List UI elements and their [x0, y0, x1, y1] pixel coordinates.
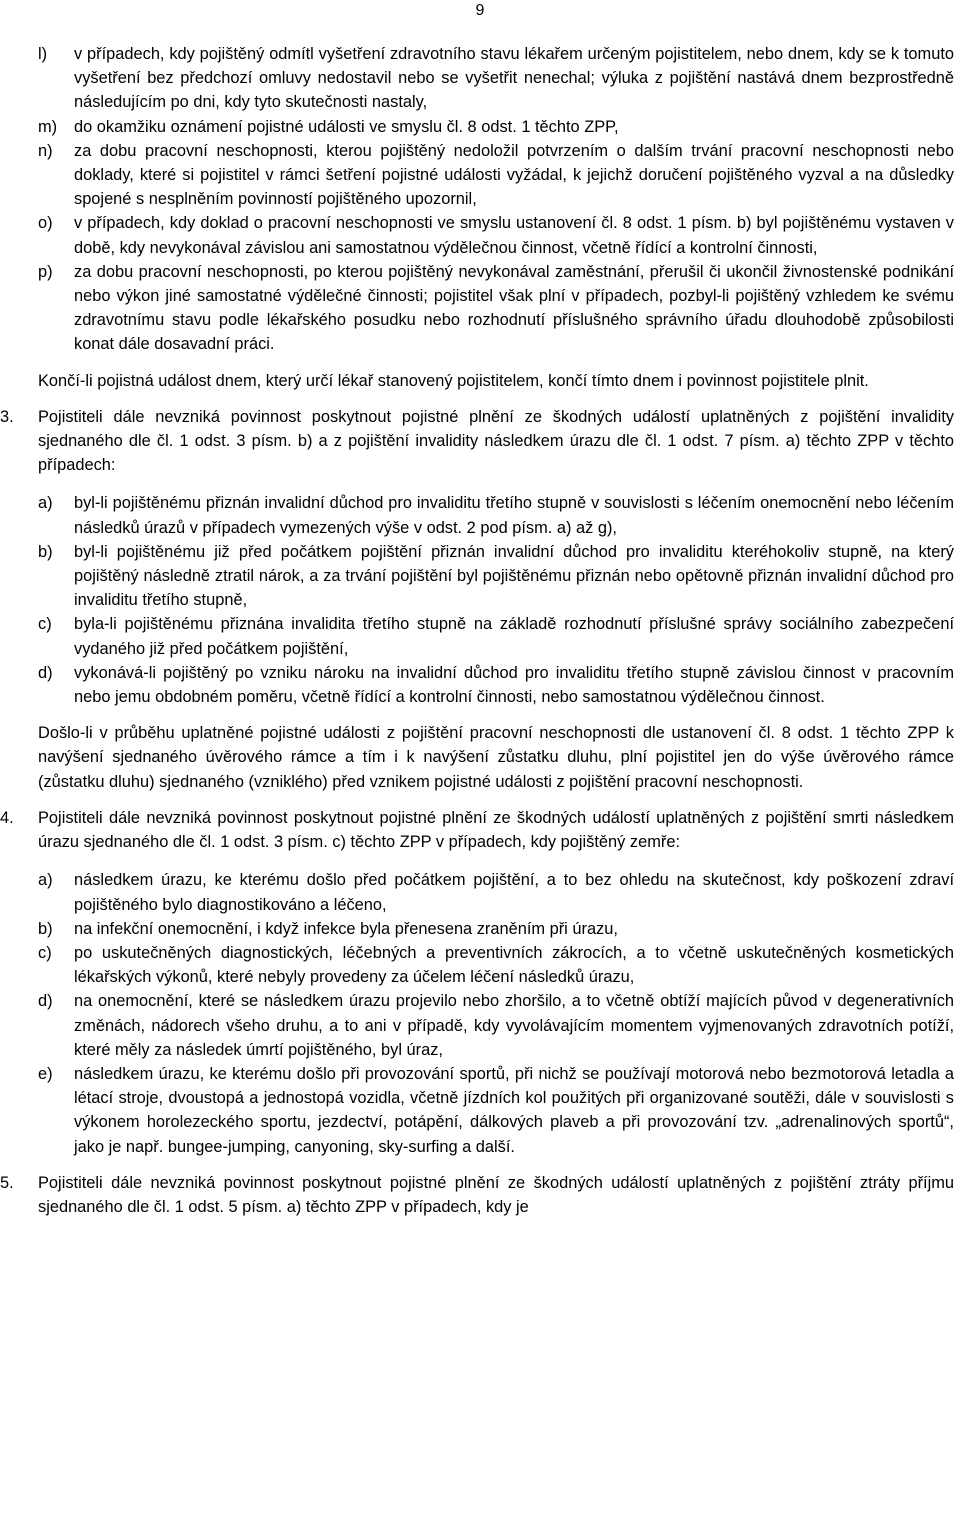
section-3-list	[38, 491, 954, 709]
list-item-label: m)	[38, 117, 58, 136]
list-item	[38, 42, 954, 115]
list-item-text: následkem úrazu, ke kterému došlo při provozování sportů, při nichž se používají motorová nebo bezmotorová letadla a létací stroje, dvoustopá a jednostopá vozidla, včetně jízdních kol použitých při organizované soutěži, dále v souvislosti s výkonem horolezeckého sportu, jezdectví, potápění, dálkových plaveb a při provozování tzv. „adrenalinových sportů“, jako je např. bungee-jumping, canyoning, sky-surfing a další.	[74, 1064, 954, 1156]
section-number: 3.	[0, 407, 14, 426]
list-item-label: a)	[38, 871, 53, 890]
section-4-list	[38, 868, 954, 1158]
document-body	[0, 42, 954, 1219]
list-item	[38, 115, 954, 139]
list-item	[38, 211, 954, 259]
list-item-label: c)	[38, 943, 52, 962]
section-5	[0, 1171, 954, 1219]
list-item-label: l)	[38, 45, 48, 63]
section-4	[0, 806, 954, 854]
list-item-label: c)	[38, 615, 52, 634]
list-item-text: byl-li pojištěnému již před počátkem pojištění přiznán invalidní důchod pro invaliditu kteréhokoliv stupně, na který pojištěný následně ztratil nárok, a za trvání pojištění byl pojištěnému přiznán nebo opětovně přiznán invalidní důchod pro invaliditu třetího stupně,	[74, 542, 954, 610]
list-item-text: po uskutečněných diagnostických, léčebných a preventivních zákrocích, a to včetně uskutečněných kosmetických lékařských výkonů, které nebyly provedeny za účelem léčení následků úrazu,	[74, 943, 954, 987]
list-item	[38, 612, 954, 660]
section-number: 5.	[0, 1173, 14, 1192]
list-item	[38, 868, 954, 916]
list-item	[38, 661, 954, 709]
list-item-text: v případech, kdy doklad o pracovní neschopnosti ve smyslu ustanovení čl. 8 odst. 1 písm. b) byl pojištěnému vystaven v době, kdy nevykonával závislou ani samostatnou výdělečnou činnost, včetně řídící a kontrolní činnosti,	[74, 214, 954, 257]
list-item-text: následkem úrazu, ke kterému došlo před počátkem pojištění, a to bez ohledu na skutečnost, kdy poškození zdraví pojištěného bylo diagnostikováno a léčeno,	[74, 871, 954, 914]
list-item	[38, 1062, 954, 1159]
list-item-text: na onemocnění, které se následkem úrazu projevilo nebo zhoršilo, a to včetně obtíží majících původ v degenerativních změnách, nádorech všeho druhu, a to ani v případě, kdy vyvolávajícím momentem vyjmenovaných zdravotních potíží, které měly za následek úmrtí pojištěného, byl úraz,	[74, 992, 954, 1059]
list-item-text: za dobu pracovní neschopnosti, po kterou pojištěný nevykonával zaměstnání, přerušil či ukončil živnostenské podnikání nebo výkon jiné samostatné výdělečné činnosti; pojistitel však plní v případech, pozbyl-li pojištěný vzhledem ke svému zdravotnímu stavu podle lékařského posudku nebo rozhodnutí příslušného správního úřadu dlouhodobě způsobilosti konat dále dosavadní práci.	[74, 262, 954, 354]
list-item-text: do okamžiku oznámení pojistné události ve smyslu čl. 8 odst. 1 těchto ZPP,	[74, 117, 619, 136]
list-item-label: n)	[38, 141, 53, 160]
list-item-label: b)	[38, 542, 53, 561]
list-item	[38, 139, 954, 212]
list-item-label: e)	[38, 1064, 53, 1083]
list-item-text: vykonává-li pojištěný po vzniku nároku na invalidní důchod pro invaliditu třetího stupně závislou činnost v pracovním nebo jemu obdobném poměru, včetně řídící a kontrolní činnosti, nebo samostatnou výdělečnou činnost.	[74, 663, 954, 707]
list-item	[38, 989, 954, 1062]
section-text: Pojistiteli dále nevzniká povinnost poskytnout pojistné plnění ze škodných událostí uplatněných z pojištění invalidity sjednaného dle čl. 1 odst. 3 písm. b) a z pojištění invalidity následkem úrazu dle čl. 1 odst. 7 písm. a) těchto ZPP v těchto případech:	[38, 407, 954, 475]
list-item	[38, 941, 954, 989]
page-number: 9	[475, 2, 485, 19]
section-text: Pojistiteli dále nevzniká povinnost poskytnout pojistné plnění ze škodných událostí uplatněných z pojištění ztráty příjmu sjednaného dle čl. 1 odst. 5 písm. a) těchto ZPP v případech, kdy je	[38, 1173, 954, 1216]
list-item-text: na infekční onemocnění, i když infekce byla přenesena zraněním při úrazu,	[74, 919, 618, 938]
list-item-label: d)	[38, 992, 53, 1011]
section-text: Pojistiteli dále nevzniká povinnost poskytnout pojistné plnění ze škodných událostí uplatněných z pojištění smrti následkem úrazu sjednaného dle čl. 1 odst. 3 písm. c) těchto ZPP v případech, kdy pojištěný zemře:	[38, 808, 954, 852]
list-item	[38, 491, 954, 539]
list-item	[38, 540, 954, 613]
exclusion-list-top	[38, 42, 954, 357]
paragraph: Končí-li pojistná událost dnem, který určí lékař stanovený pojistitelem, končí tímto dnem i povinnost pojistitele plnit.	[38, 371, 869, 390]
list-item	[38, 917, 954, 941]
list-item-text: byla-li pojištěnému přiznána invalidita třetího stupně na základě rozhodnutí příslušné správy sociálního zabezpečení vydaného již před počátkem pojištění,	[74, 615, 954, 658]
list-item-label: o)	[38, 214, 53, 233]
section-3	[0, 405, 954, 478]
section-number: 4.	[0, 808, 14, 827]
list-item-label: p)	[38, 262, 53, 281]
list-item-text: za dobu pracovní neschopnosti, kterou pojištěný nedoložil potvrzením o dalším trvání pracovní neschopnosti nebo doklady, které si pojistitel v rámci šetření pojistné události vyžádal, k jejichž doručení pojištěného vyzval a na důsledky spojené s nesplněním povinností pojištěného upozornil,	[74, 141, 954, 209]
list-item-label: a)	[38, 494, 53, 513]
list-item-text: v případech, kdy pojištěný odmítl vyšetření zdravotního stavu lékařem určeným pojistitelem, nebo dnem, kdy se k tomuto vyšetření bez předchozí omluvy nedostavil nebo se vyšetřit nenechal; výluka z pojištění nastává dnem bezprostředně následujícím po dni, kdy tyto skutečnosti nastaly,	[74, 45, 954, 112]
list-item-label: b)	[38, 919, 53, 938]
list-item-label: d)	[38, 663, 53, 682]
paragraph: Došlo-li v průběhu uplatněné pojistné události z pojištění pracovní neschopnosti dle ustanovení čl. 8 odst. 1 těchto ZPP k navýšení sjednaného úvěrového rámce a tím i k navýšení zůstatku dluhu, plní pojistitel jen do výše úvěrového rámce (zůstatku dluhu) sjednaného (vzniklého) před vznikem pojistné události z pojištění pracovní neschopnosti.	[38, 724, 954, 791]
list-item	[38, 260, 954, 357]
list-item-text: byl-li pojištěnému přiznán invalidní důchod pro invaliditu třetího stupně v souvislosti s léčením onemocnění nebo léčením následků úrazů v případech vymezených výše v odst. 2 pod písm. a) až g),	[74, 494, 954, 537]
